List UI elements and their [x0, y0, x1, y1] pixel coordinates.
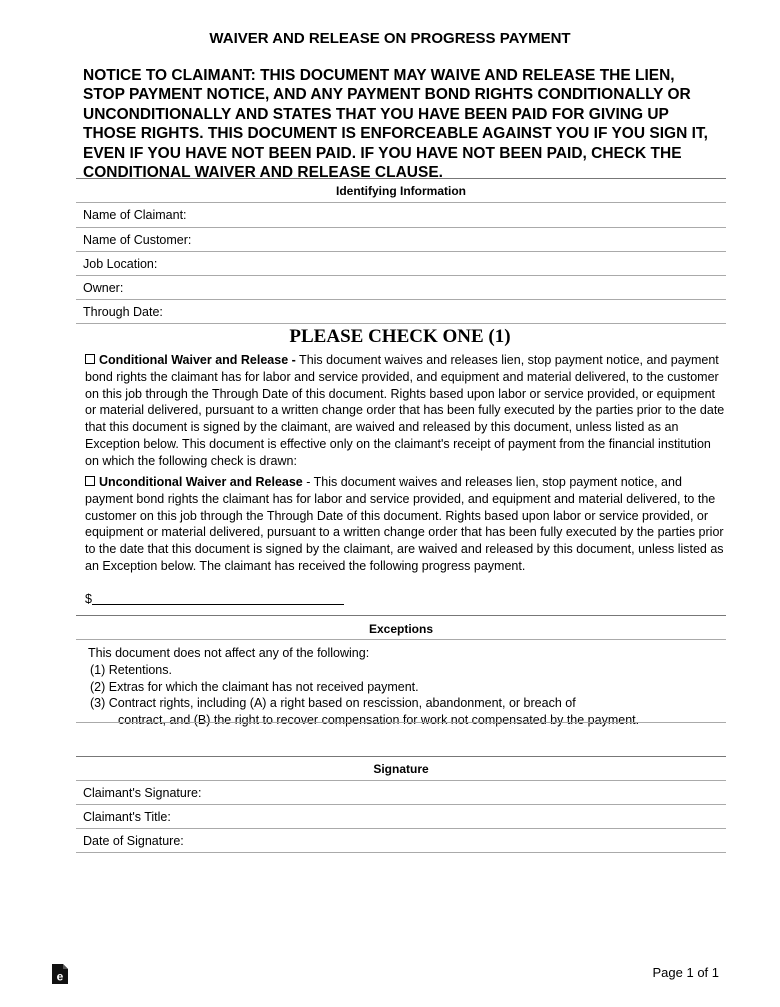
exception-item: (3) Contract rights, including (A) a right based on rescission, abandonment, or breach of — [90, 696, 576, 711]
row-divider — [76, 828, 726, 829]
row-divider — [76, 852, 726, 853]
row-divider — [76, 722, 726, 723]
page-title: WAIVER AND RELEASE ON PROGRESS PAYMENT — [209, 30, 571, 47]
claimant-title-label: Claimant's Title: — [83, 810, 171, 824]
row-divider — [76, 202, 726, 203]
svg-text:e: e — [56, 969, 64, 984]
exception-item-continuation: contract, and (B) the right to recover compensation for work not compensated by the payment. — [118, 713, 640, 728]
row-divider — [76, 639, 726, 640]
exceptions-list — [88, 645, 639, 729]
payment-amount — [85, 592, 344, 606]
dollar-sign: $ — [85, 592, 92, 606]
signature-heading: Signature — [373, 762, 429, 776]
unconditional-checkbox[interactable] — [85, 476, 95, 486]
date-of-signature-label: Date of Signature: — [83, 834, 184, 848]
notice-to-claimant: NOTICE TO CLAIMANT: THIS DOCUMENT MAY WAIVE AND RELEASE THE LIEN, STOP PAYMENT NOTICE, AND ANY PAYMENT BOND RIGHTS CONDITIONALLY OR UNCONDITIONALLY AND STATES THAT YOU HAVE BEEN PAID FOR GIVING UP THOSE RIGHTS. THIS DOCUMENT IS ENFORCEABLE AGAINST YOU IF YOU SIGN IT, EVEN IF YOU HAVE NOT BEEN PAID. IF YOU HAVE NOT BEEN PAID, CHECK THE CONDITIONAL WAIVER AND RELEASE CLAUSE. — [83, 67, 708, 182]
name-of-claimant-label: Name of Claimant: — [83, 208, 187, 222]
identifying-heading: Identifying Information — [336, 184, 466, 198]
exception-item: (2) Extras for which the claimant has not received payment. — [90, 679, 419, 694]
job-location-label: Job Location: — [83, 257, 158, 271]
row-divider — [76, 227, 726, 228]
unconditional-waiver-paragraph — [85, 474, 725, 575]
e-document-icon — [50, 963, 70, 985]
section-divider — [76, 615, 726, 616]
claimant-signature-label: Claimant's Signature: — [83, 786, 202, 800]
row-divider — [76, 780, 726, 781]
conditional-lead: Conditional Waiver and Release - — [99, 353, 296, 367]
exceptions-intro: This document does not affect any of the following: — [88, 646, 370, 660]
row-divider — [76, 251, 726, 252]
row-divider — [76, 323, 726, 324]
through-date-label: Through Date: — [83, 305, 163, 319]
section-divider — [76, 178, 726, 179]
row-divider — [76, 275, 726, 276]
page-number: Page 1 of 1 — [652, 965, 719, 980]
name-of-customer-label: Name of Customer: — [83, 233, 192, 247]
unconditional-lead: Unconditional Waiver and Release — [99, 475, 303, 489]
exceptions-heading: Exceptions — [368, 622, 434, 636]
please-check-one-heading: PLEASE CHECK ONE (1) — [289, 326, 511, 347]
row-divider — [76, 804, 726, 805]
owner-label: Owner: — [83, 281, 124, 295]
unconditional-body: - This document waives and releases lien, stop payment notice, and payment bond rights the claimant has for labor and service provided, and equipment and material delivered, to the customer on this job through the Through Date of this document. Rights based upon labor or service provided, or equipment or material delivered, pursuant to a written change order that has been fully executed by the parties prior to the date that this document is signed by the claimant, are waived and released by this document, unless listed as an Exception below. The claimant has received the following progress payment. — [85, 475, 724, 573]
section-divider — [76, 756, 726, 757]
conditional-body: This document waives and releases lien, stop payment notice, and payment bond rights the claimant has for labor and service provided, and equipment and material delivered, to the customer on this job through the Through Date of this document. Rights based upon labor or service provided, or equipment or material delivered, pursuant to a written change order that has been fully executed by the parties prior to the date that this document is signed by the claimant, are waived and released by this document, unless listed as an Exception below. This document is effective only on the claimant's receipt of payment from the financial institution on which the following check is drawn: — [85, 353, 725, 468]
row-divider — [76, 299, 726, 300]
amount-line[interactable] — [92, 592, 344, 605]
conditional-waiver-paragraph — [85, 352, 725, 470]
conditional-checkbox[interactable] — [85, 354, 95, 364]
exception-item: (1) Retentions. — [90, 662, 172, 677]
